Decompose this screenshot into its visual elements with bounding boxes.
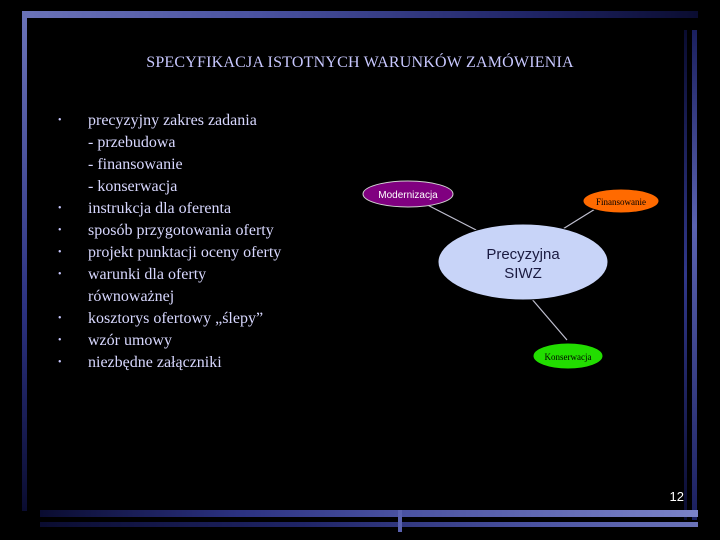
right-inner-border-bar <box>684 30 687 520</box>
central-node-label-line2: SIWZ <box>504 265 542 282</box>
central-node-label-line1: Precyzyjna <box>486 246 560 263</box>
bullet-icon: • <box>58 335 62 346</box>
list-item-text: projekt punktacji oceny oferty <box>88 244 282 261</box>
slide-number: 12 <box>669 489 684 504</box>
list-item-text: niezbędne załączniki <box>88 354 222 371</box>
slide-title: SPECYFIKACJA ISTOTNYCH WARUNKÓW ZAMÓWIENIA <box>146 54 574 71</box>
bottom-inner-border-bar <box>40 522 698 527</box>
bullet-icon: • <box>58 115 62 126</box>
bullet-icon: • <box>58 225 62 236</box>
bottom-border-tick <box>398 510 402 532</box>
left-border-bar <box>22 11 27 511</box>
bullet-icon: • <box>58 313 62 324</box>
list-item-text: wzór umowy <box>88 332 172 349</box>
list-item-text: kosztorys ofertowy „ślepy” <box>88 310 264 327</box>
modernizacja-node-label: Modernizacja <box>378 190 438 201</box>
scope-diagram <box>360 170 670 380</box>
list-item-text: precyzyjny zakres zadania <box>88 112 257 129</box>
list-item-text: warunki dla oferty <box>88 266 207 283</box>
list-item-text: sposób przygotowania oferty <box>88 222 274 239</box>
bullet-icon: • <box>58 269 62 280</box>
konserwacja-node-label: Konserwacja <box>544 352 592 362</box>
top-border-bar <box>22 11 698 18</box>
list-item-text: - konserwacja <box>88 178 178 195</box>
list-item-text: równoważnej <box>88 288 175 305</box>
bottom-border-bar <box>40 510 698 517</box>
list-item-text: - finansowanie <box>88 156 183 173</box>
list-item-text: - przebudowa <box>88 134 176 151</box>
finansowanie-node-label: Finansowanie <box>596 197 646 207</box>
bullet-icon: • <box>58 247 62 258</box>
bullet-icon: • <box>58 203 62 214</box>
bullet-icon: • <box>58 357 62 368</box>
right-border-bar <box>692 30 697 520</box>
list-item-text: instrukcja dla oferenta <box>88 200 232 217</box>
